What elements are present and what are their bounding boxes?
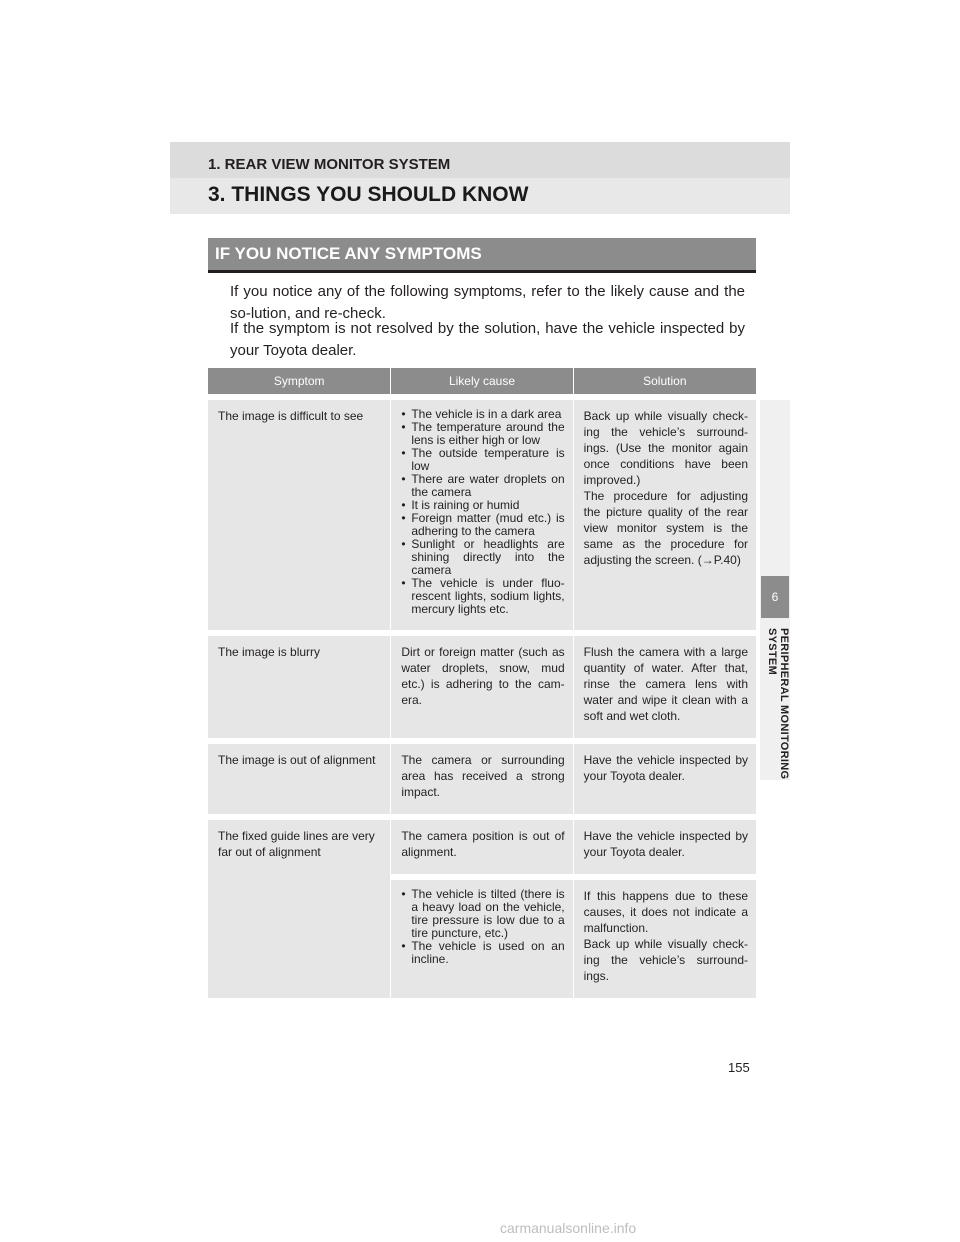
cause-cell bbox=[391, 397, 573, 633]
list-item: • There are water droplets on the camera bbox=[401, 473, 564, 499]
cause-cell: Dirt or foreign matter (such as water droplets, snow, mud etc.) is adhering to the cam-era. bbox=[391, 633, 573, 741]
symptom-cell: The image is out of alignment bbox=[208, 741, 391, 817]
solution-cell: Have the vehicle inspected by your Toyota dealer. bbox=[573, 741, 756, 817]
solution-cell bbox=[573, 877, 756, 998]
cause-cell: The camera position is out of alignment. bbox=[391, 817, 573, 877]
intro-paragraph-2: If the symptom is not resolved by the solution, have the vehicle inspected by your Toyota dealer. bbox=[230, 320, 745, 359]
solution-cell bbox=[573, 397, 756, 633]
header-symptom: Symptom bbox=[208, 368, 391, 397]
solution-text: Back up while visually check-ing the vehicle’s surround-ings. (Use the monitor again once conditions have been improved.) bbox=[583, 409, 748, 487]
chapter-label: PERIPHERAL MONITORING SYSTEM bbox=[766, 628, 790, 780]
list-item: • The vehicle is used on an incline. bbox=[401, 940, 564, 966]
symptom-table bbox=[208, 368, 756, 998]
watermark: carmanualsonline.info bbox=[500, 1220, 637, 1236]
solution-cell: Flush the camera with a large quantity of water. After that, rinse the camera lens with water and wipe it clean with a soft and wet cloth. bbox=[573, 633, 756, 741]
cause-list bbox=[401, 408, 564, 616]
page-number: 155 bbox=[728, 1060, 750, 1075]
table-row bbox=[208, 633, 756, 741]
page-title: 3. THINGS YOU SHOULD KNOW bbox=[208, 183, 529, 206]
table-row bbox=[208, 817, 756, 877]
header-likely-cause: Likely cause bbox=[391, 368, 573, 397]
list-item: • The vehicle is tilted (there is a heavy load on the vehicle, tire pressure is low due to a tire puncture, etc.) bbox=[401, 888, 564, 940]
sub-heading: IF YOU NOTICE ANY SYMPTOMS bbox=[215, 244, 482, 263]
symptom-cell: The image is blurry bbox=[208, 633, 391, 741]
symptom-cell: The image is difficult to see bbox=[208, 397, 391, 633]
solution-text: The procedure for adjusting the picture quality of the rear view monitor system is the same as the procedure for adjusting the screen. (→P.40) bbox=[583, 489, 748, 567]
chapter-number: 6 bbox=[761, 576, 789, 618]
solution-text: Back up while visually check-ing the vehicle’s surround-ings. bbox=[583, 937, 748, 983]
list-item: • The vehicle is under fluo-rescent lights, sodium lights, mercury lights etc. bbox=[401, 577, 564, 616]
solution-cell: Have the vehicle inspected by your Toyota dealer. bbox=[573, 817, 756, 877]
list-item: • Foreign matter (mud etc.) is adhering to the camera bbox=[401, 512, 564, 538]
list-item: • The temperature around the lens is either high or low bbox=[401, 421, 564, 447]
cause-list bbox=[401, 888, 564, 966]
intro-paragraph-1: If you notice any of the following symptoms, refer to the likely cause and the so-lution, and re-check. bbox=[230, 283, 745, 322]
solution-text: If this happens due to these causes, it does not indicate a malfunction. bbox=[583, 889, 748, 935]
table-row bbox=[208, 397, 756, 633]
header-solution: Solution bbox=[573, 368, 756, 397]
table-row bbox=[208, 741, 756, 817]
cause-cell bbox=[391, 877, 573, 998]
cause-cell: The camera or surrounding area has received a strong impact. bbox=[391, 741, 573, 817]
list-item: • It is raining or humid bbox=[401, 499, 564, 512]
list-item: • Sunlight or headlights are shining directly into the camera bbox=[401, 538, 564, 577]
table-header-row bbox=[208, 368, 756, 397]
section-label: 1. REAR VIEW MONITOR SYSTEM bbox=[208, 156, 451, 173]
list-item: • The vehicle is in a dark area bbox=[401, 408, 564, 421]
list-item: • The outside temperature is low bbox=[401, 447, 564, 473]
symptom-cell: The fixed guide lines are very far out of alignment bbox=[208, 817, 391, 998]
